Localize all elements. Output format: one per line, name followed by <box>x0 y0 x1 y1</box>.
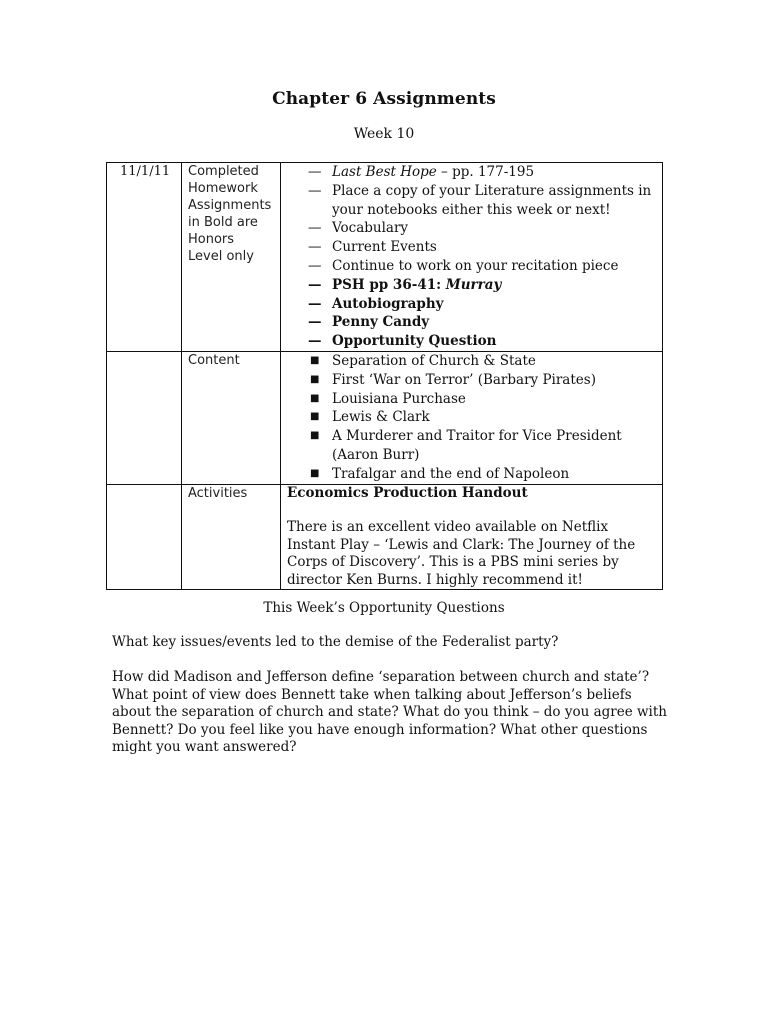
activities-label-cell <box>182 484 281 590</box>
homework-label-line: Homework <box>188 181 258 196</box>
honors-item <box>281 313 662 332</box>
content-item-text: Louisiana Purchase <box>332 390 466 407</box>
content-item <box>281 371 662 390</box>
homework-label-line: Assignments <box>188 198 272 213</box>
dash-marker: — <box>308 239 322 256</box>
page-title: Chapter 6 Assignments <box>272 89 496 109</box>
content-item-text: Separation of Church & State <box>332 352 536 369</box>
dash-marker: — <box>308 182 322 199</box>
content-item-text: Lewis & Clark <box>332 409 430 426</box>
homework-item-text: Place a copy of your Literature assignments in your notebooks either this week or next! <box>332 182 652 218</box>
homework-item <box>281 257 662 276</box>
honors-item <box>281 276 662 295</box>
dash-marker: — <box>308 314 322 331</box>
content-item-text: Trafalgar and the end of Napoleon <box>332 465 570 482</box>
book-title: Last Best Hope <box>332 164 437 180</box>
content-label: Content <box>188 352 240 368</box>
content-item <box>281 427 662 465</box>
content-row <box>107 351 663 484</box>
activities-content <box>281 485 662 590</box>
page-range: – pp. 177-195 <box>436 164 535 180</box>
homework-item <box>281 182 662 220</box>
activity-text: There is an excellent video available on Netflix Instant Play – ‘Lewis and Clark: The Journey of the Corps of Discovery’. This is a PBS mini series by director Ken Burns. I highly recommend it! <box>287 519 636 588</box>
content-item-text: A Murderer and Traitor for Vice President (Aaron Burr) <box>332 428 622 463</box>
square-bullet-icon: ■ <box>310 411 320 423</box>
content-items-cell <box>281 351 663 484</box>
assignments-table <box>106 162 663 590</box>
square-bullet-icon: ■ <box>310 392 320 404</box>
square-bullet-icon: ■ <box>310 430 320 442</box>
square-bullet-icon: ■ <box>310 467 320 479</box>
empty-date-cell <box>107 351 182 484</box>
honors-item-text: PSH pp 36-41: <box>332 276 446 293</box>
square-bullet-icon: ■ <box>310 373 320 385</box>
content-label-cell <box>182 351 281 484</box>
homework-label-line: Level only <box>188 249 254 264</box>
homework-label-line: in Bold are <box>188 215 258 230</box>
date-cell <box>107 163 182 352</box>
homework-item-text: Current Events <box>332 239 437 256</box>
homework-row <box>107 163 663 352</box>
opportunity-question: What key issues/events led to the demise of the Federalist party? <box>112 634 559 650</box>
assignment-date: 11/1/11 <box>120 164 171 179</box>
homework-label-line: Honors <box>188 232 235 247</box>
honors-item-emphasis: Murray <box>445 276 502 293</box>
dash-marker: — <box>308 333 322 350</box>
homework-label-cell <box>182 163 281 352</box>
activities-cell <box>281 484 663 590</box>
honors-item <box>281 332 662 351</box>
dash-marker: — <box>308 295 322 312</box>
honors-item-text: Autobiography <box>332 295 444 312</box>
homework-item <box>281 163 662 182</box>
content-item <box>281 408 662 427</box>
activities-label: Activities <box>188 485 248 501</box>
homework-item-text: Continue to work on your recitation piece <box>332 257 619 274</box>
homework-items-cell <box>281 163 663 352</box>
dash-marker: — <box>308 276 322 293</box>
homework-list <box>281 163 662 351</box>
dash-marker: — <box>308 220 322 237</box>
dash-marker: — <box>308 164 322 180</box>
week-label: Week 10 <box>353 126 415 142</box>
empty-date-cell <box>107 484 182 590</box>
square-bullet-icon: ■ <box>310 354 320 366</box>
content-item <box>281 390 662 409</box>
activity-heading: Economics Production Handout <box>287 484 528 501</box>
content-item <box>281 465 662 484</box>
homework-item-text: Vocabulary <box>332 220 409 237</box>
honors-item-text: Opportunity Question <box>332 333 497 350</box>
opportunity-questions-title: This Week’s Opportunity Questions <box>263 600 505 616</box>
opportunity-question: How did Madison and Jefferson define ‘separation between church and state’? What point of view does Bennett take when talking about Jefferson’s beliefs about the separation of church and state? What do you think – do you agree with Bennett? Do you feel like you have enough information? What other questions might you want answered? <box>112 669 667 755</box>
honors-item-text: Penny Candy <box>332 314 430 331</box>
content-item-text: First ‘War on Terror’ (Barbary Pirates) <box>332 371 596 388</box>
content-item <box>281 352 662 371</box>
homework-label-line: Completed <box>188 164 259 179</box>
dash-marker: — <box>308 257 322 274</box>
homework-item <box>281 238 662 257</box>
content-list <box>281 352 662 484</box>
homework-label <box>182 163 280 265</box>
homework-item <box>281 219 662 238</box>
activities-row <box>107 484 663 590</box>
honors-item <box>281 295 662 314</box>
